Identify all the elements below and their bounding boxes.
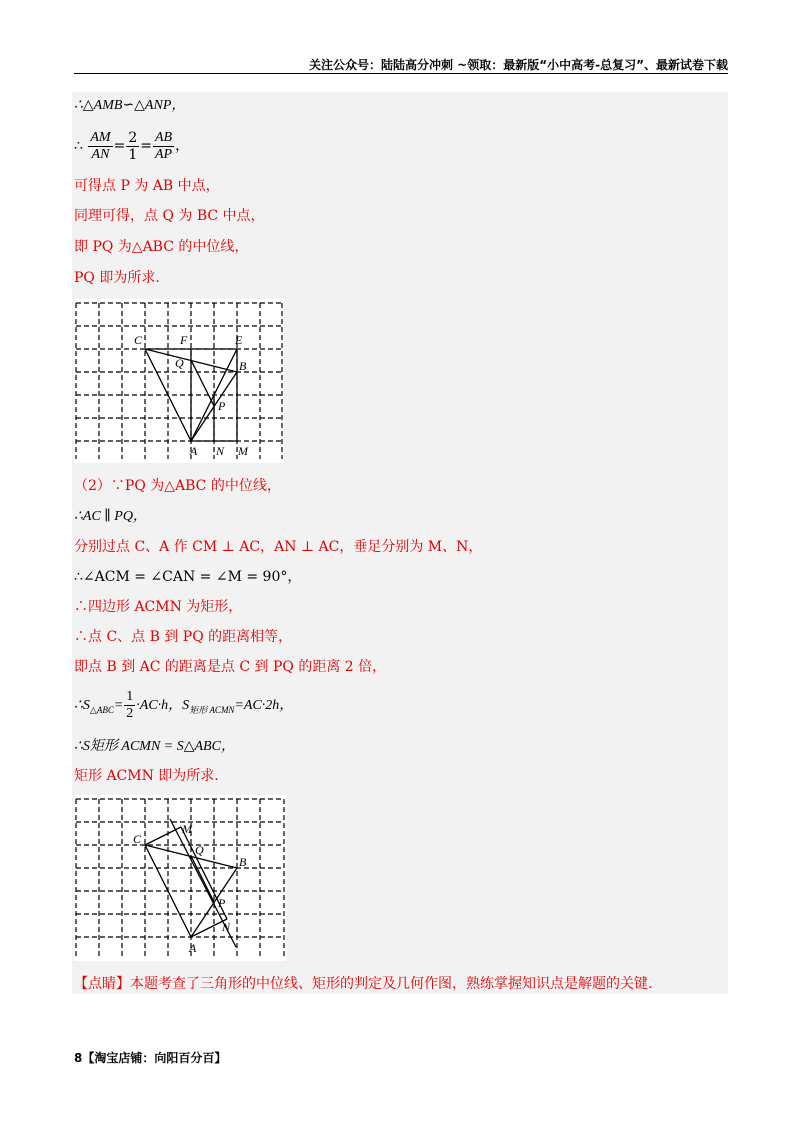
- page-footer: 8【淘宝店铺：向阳百分百】: [74, 1051, 227, 1065]
- solution-content: [72, 92, 728, 994]
- line-area-equal: ∴S矩形 ACMN = S△ABC，: [74, 739, 235, 754]
- ratio-an-den: AN: [91, 146, 110, 162]
- fig1-label-p: P: [218, 399, 226, 413]
- fig2-label-a: A: [189, 941, 197, 955]
- ratio-ab-num: AB: [154, 129, 173, 145]
- line-p-midpoint: 可得点 P 为 AB 中点，: [74, 178, 220, 194]
- ratio-am-num: AM: [90, 129, 111, 145]
- ratio-ap-den: AP: [154, 146, 173, 162]
- fig1-label-n: N: [216, 444, 225, 458]
- line-ratio-equation: ∴ $\frac{AM}{AN}$ = $\frac{2}{1}$ = $\frac{AB}{AP}$ ，: [74, 129, 190, 163]
- fig1-label-f: F: [180, 333, 188, 347]
- fig1-label-q: Q: [175, 356, 184, 370]
- fig2-label-q: Q: [195, 843, 204, 857]
- fig1-label-a: A: [190, 444, 198, 458]
- line-pq-answer: PQ 即为所求.: [74, 270, 160, 286]
- line-right-angles: ∴∠ACM = ∠CAN = ∠M = 90°，: [74, 569, 302, 585]
- line-area-formulas: $\therefore S_{\triangle ABC}=$ $\frac{1}{2}$ ·AC·h，$S_{矩形 ACMN}=AC\cdot 2h$，: [74, 689, 294, 722]
- line-key-point: 【点睛】本题考查了三角形的中位线、矩形的判定及几何作图，熟练掌握知识点是解题的关键.: [74, 976, 653, 992]
- line-similar-triangles: ∴△AMB∽△ANP，: [74, 98, 186, 113]
- ratio-2-num: 2: [128, 129, 138, 146]
- line-part2-given: （2）∵PQ 为△ABC 的中位线，: [74, 478, 281, 494]
- line-midline: 即 PQ 为△ABC 的中位线，: [74, 239, 249, 255]
- line-equal-distance: ∴点 C、点 B 到 PQ 的距离相等，: [74, 629, 293, 645]
- fig1-label-m: M: [238, 444, 248, 458]
- fig2-label-m: M: [182, 822, 192, 836]
- line-q-midpoint: 同理可得，点 Q 为 BC 中点，: [74, 208, 265, 224]
- header-divider: [74, 73, 728, 74]
- ratio-1-den: 1: [128, 146, 138, 163]
- fig1-label-b: B: [239, 359, 247, 373]
- fig2-label-b: B: [239, 855, 247, 869]
- line-rectangle-answer: 矩形 ACMN 即为所求.: [74, 768, 219, 784]
- fig2-label-p: P: [218, 896, 226, 910]
- line-rectangle: ∴四边形 ACMN 为矩形，: [74, 599, 243, 615]
- fig2-label-n: N: [222, 920, 231, 934]
- line-double-distance: 即点 B 到 AC 的距离是点 C 到 PQ 的距离 2 倍，: [74, 659, 387, 675]
- line-parallel: ∴AC ∥ PQ，: [74, 509, 147, 524]
- page-header: 关注公众号：陆陆高分冲刺 ~领取：最新版“小中高考-总复习”、最新试卷下载: [309, 58, 728, 72]
- fig1-label-c: C: [134, 333, 143, 347]
- fig1-label-e: E: [235, 333, 243, 347]
- line-perpendiculars: 分别过点 C、A 作 CM ⊥ AC，AN ⊥ AC，垂足分别为 M、N，: [74, 539, 483, 555]
- figure-grid-1: [74, 299, 284, 463]
- figure-grid-2: [74, 795, 286, 961]
- fig2-label-c: C: [133, 832, 142, 846]
